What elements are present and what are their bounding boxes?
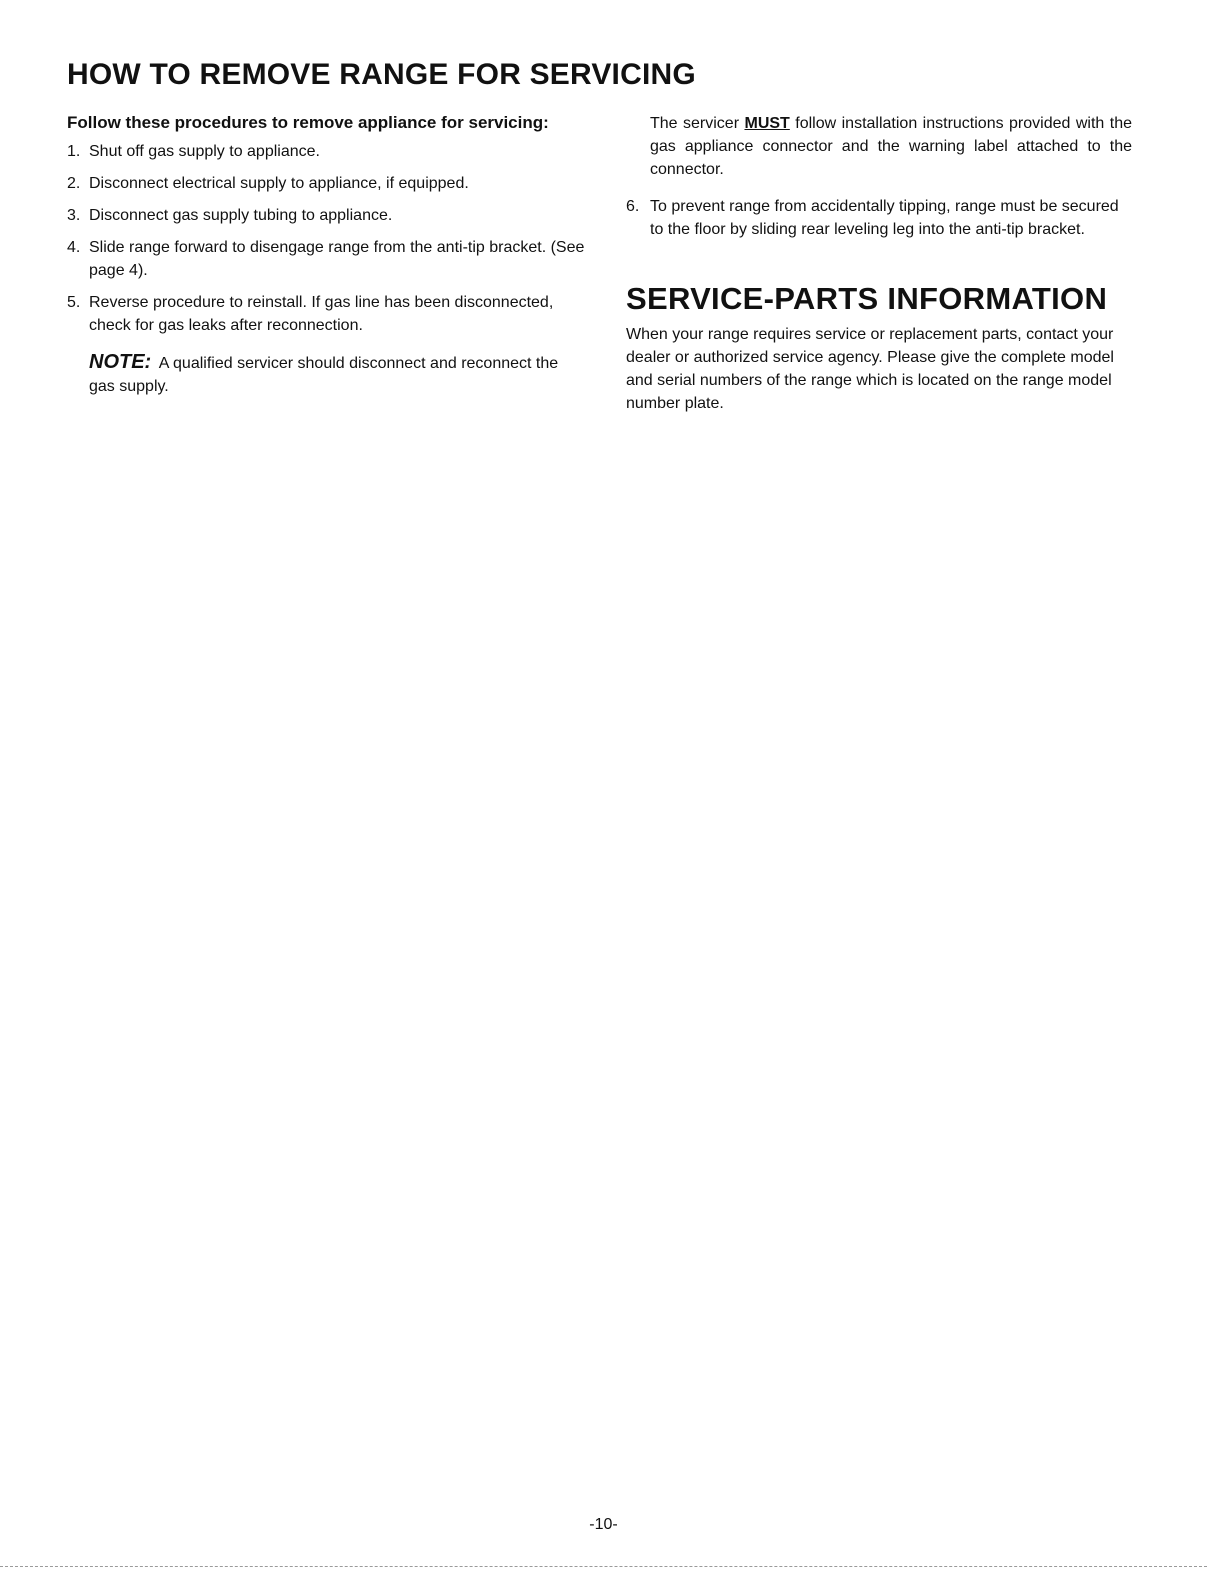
step-text: Disconnect electrical supply to appliance, if equipped.	[89, 175, 469, 192]
procedure-steps	[67, 140, 587, 337]
step-number: 4.	[67, 239, 81, 256]
step-text: Shut off gas supply to appliance.	[89, 143, 320, 160]
left-column	[67, 112, 587, 398]
procedure-step-1	[67, 140, 587, 163]
procedure-step-5	[67, 291, 587, 337]
servicer-text-after: follow installation instructions provided with the gas appliance connector and the warning label attached to the connector.	[650, 115, 1132, 178]
step-number: 5.	[67, 294, 81, 311]
service-parts-title: SERVICE-PARTS INFORMATION	[626, 281, 1108, 316]
step-number: 2.	[67, 175, 81, 192]
service-parts-text: When your range requires service or replacement parts, contact your dealer or authorized service agency. Please give the complete model and serial numbers of the range which is located on the range model number plate.	[626, 326, 1114, 412]
step-text: To prevent range from accidentally tipping, range must be secured to the floor by sliding rear leveling leg into the anti-tip bracket.	[650, 198, 1119, 238]
procedure-step-6	[626, 195, 1132, 241]
must-emphasis: MUST	[744, 115, 790, 132]
bottom-dashed-rule	[0, 1566, 1207, 1567]
procedure-step-3	[67, 204, 587, 227]
step-number: 3.	[67, 207, 81, 224]
step-text: Reverse procedure to reinstall. If gas line has been disconnected, check for gas leaks after reconnection.	[89, 294, 554, 334]
step-text: Disconnect gas supply tubing to appliance.	[89, 207, 393, 224]
note-text: A qualified servicer should disconnect and reconnect the gas supply.	[89, 355, 559, 395]
servicer-instructions	[650, 112, 1132, 181]
page-title: HOW TO REMOVE RANGE FOR SERVICING	[67, 58, 696, 91]
right-column	[626, 112, 1132, 415]
procedure-step-4	[67, 236, 587, 282]
page-number: -10-	[589, 1516, 618, 1533]
note-paragraph	[89, 351, 587, 398]
step-number: 1.	[67, 143, 81, 160]
note-label: NOTE:	[89, 351, 152, 373]
step-text: Slide range forward to disengage range from the anti-tip bracket. (See page 4).	[89, 239, 585, 279]
servicer-text-before: The servicer	[650, 115, 740, 132]
step-number: 6.	[626, 198, 640, 215]
procedure-intro: Follow these procedures to remove appliance for servicing:	[67, 113, 549, 132]
procedure-step-2	[67, 172, 587, 195]
